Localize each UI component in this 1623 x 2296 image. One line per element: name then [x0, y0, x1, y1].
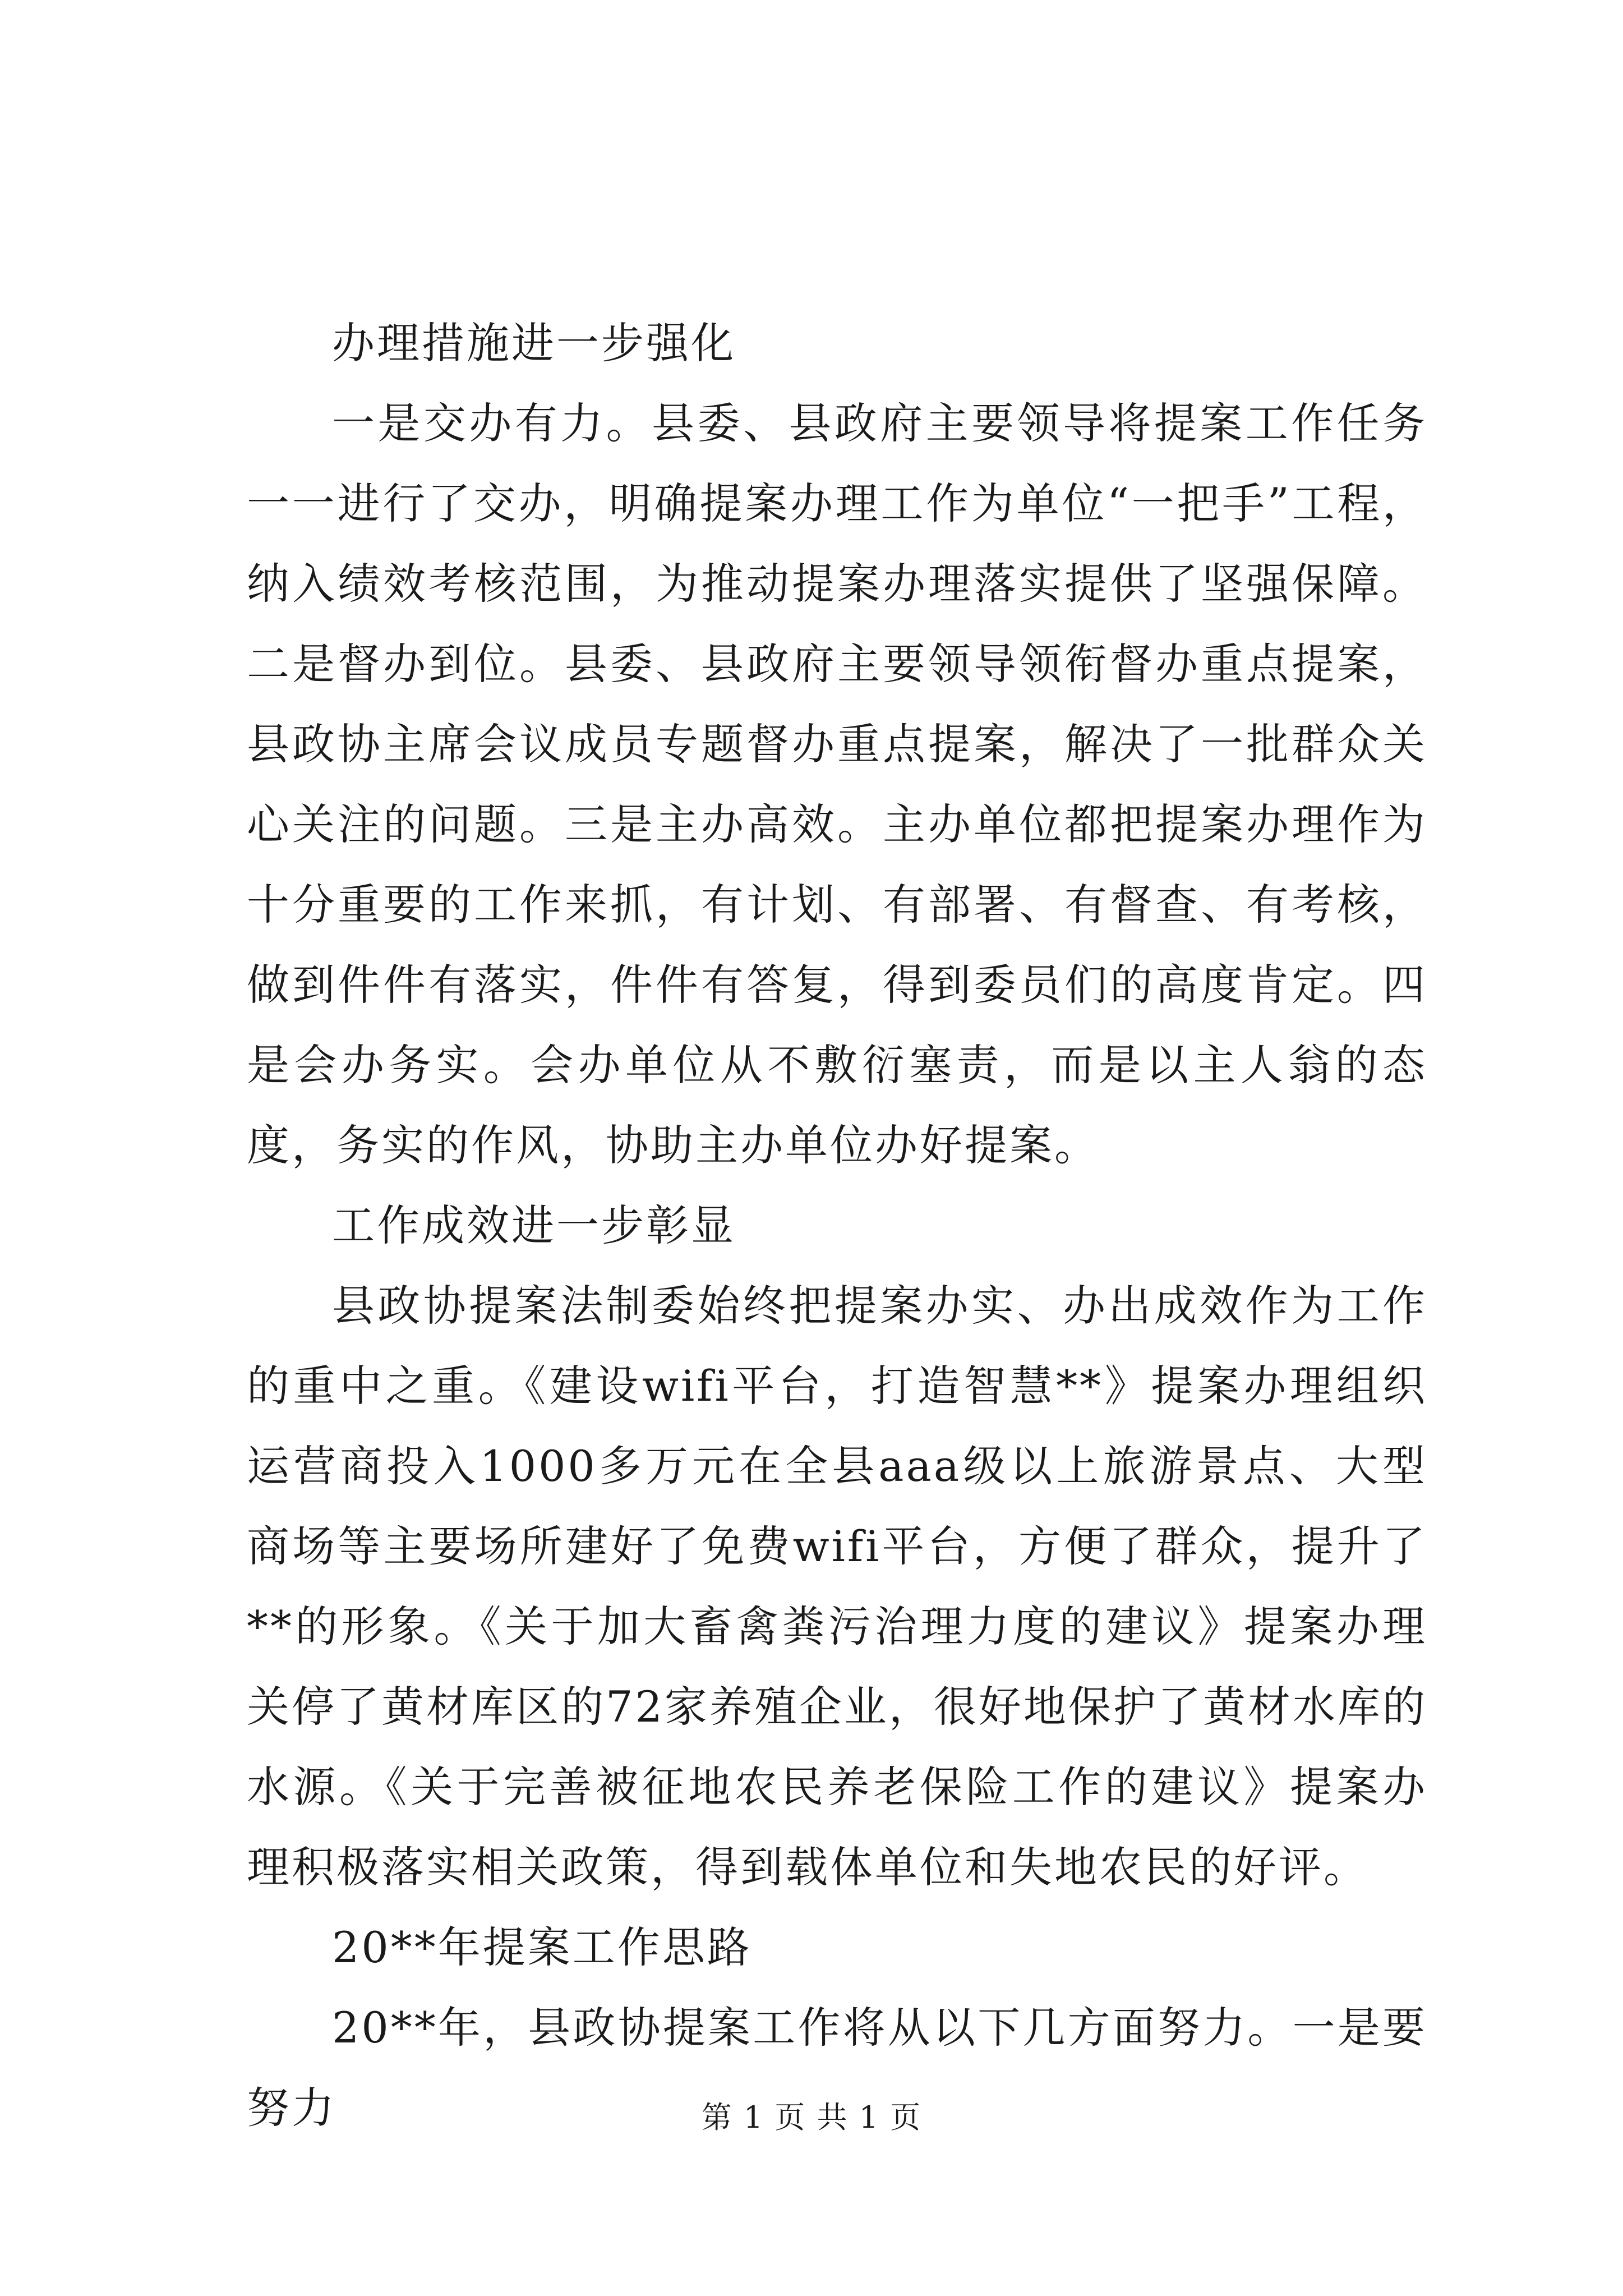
section-heading: 办理措施进一步强化 [332, 318, 736, 368]
document-body [247, 303, 1427, 2148]
body-paragraph: 一是交办有力。县委、县政府主要领导将提案工作任务一一进行了交办，明确提案办理工作为单位“一把手”工程，纳入绩效考核范围，为推动提案办理落实提供了坚强保障。二是督办到位。县委、县政府主要领导领衔督办重点提案，县政协主席会议成员专题督办重点提案，解决了一批群众关心关注的问题。三是主办高效。主办单位都把提案办理作为十分重要的工作来抓，有计划、有部署、有督查、有考核，做到件件有落实，件件有答复，得到委员们的高度肯定。四是会办务实。会办单位从不敷衍塞责，而是以主人翁的态度，务实的作风，协助主办单位办好提案。 [247, 398, 1427, 1170]
body-paragraph: 县政协提案法制委始终把提案办实、办出成效作为工作的重中之重。《建设wifi平台，打造智慧**》提案办理组织运营商投入1000多万元在全县aaa级以上旅游景点、大型商场等主要场所建好了免费wifi平台，方便了群众，提升了**的形象。《关于加大畜禽粪污治理力度的建议》提案办理关停了黄材库区的72家养殖企业，很好地保护了黄材水库的水源。《关于完善被征地农民养老保险工作的建议》提案办理积极落实相关政策，得到载体单位和失地农民的好评。 [247, 1281, 1427, 1892]
page-footer: 第 1 页 共 1 页 [701, 2100, 922, 2135]
body-paragraph: 20**年，县政协提案工作将从以下几方面努力。一是要努力 [247, 2003, 1427, 2133]
section-heading: 20**年提案工作思路 [332, 1922, 752, 1972]
section-heading: 工作成效进一步彰显 [332, 1200, 736, 1250]
